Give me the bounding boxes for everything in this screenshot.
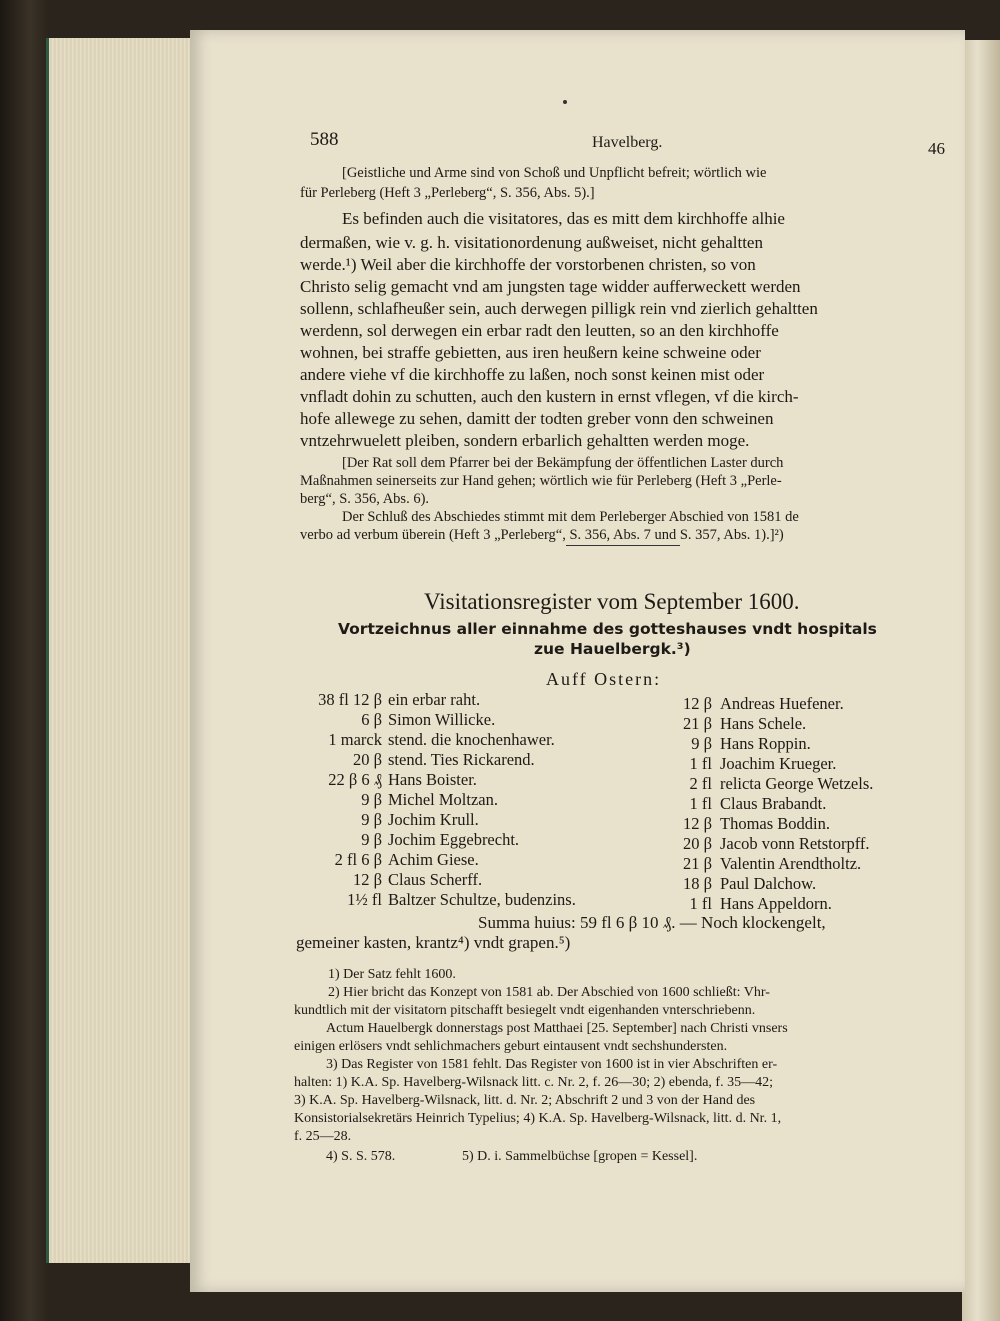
register-amount: 2 fl 6 β: [334, 850, 382, 869]
summa-line: gemeiner kasten, krantz⁴) vndt grapen.⁵): [296, 933, 571, 952]
body-line: berg“, S. 356, Abs. 6).: [300, 491, 430, 507]
body-line: dermaßen, wie v. g. h. visitationordenung außweiset, nicht gehaltten: [300, 233, 763, 252]
body-line: für Perleberg (Heft 3 „Perleberg“, S. 356, Abs. 5).]: [300, 185, 595, 201]
register-amount: 21 β: [682, 854, 712, 873]
section-divider: [566, 545, 680, 546]
register-name: stend. Ties Rickarend.: [388, 750, 535, 769]
footnote-line: Actum Hauelbergk donnerstags post Matthaei [25. September] nach Christi vnsers: [326, 1021, 788, 1036]
register-name: Valentin Arendtholtz.: [720, 854, 862, 873]
register-name: Hans Appeldorn.: [720, 894, 832, 913]
register-amount: 9 β: [361, 790, 382, 809]
body-line: hofe allewege zu sehen, damitt der todten greber vonn den schweinen: [300, 409, 774, 428]
footnote-line: 3) K.A. Sp. Havelberg-Wilsnack, litt. d. Nr. 2; Abschrift 2 und 3 von der Hand des: [294, 1093, 756, 1108]
register-amount: 21 β: [682, 714, 712, 733]
register-name: Claus Scherff.: [388, 870, 483, 889]
next-page-edge: [962, 40, 1000, 1321]
register-name: Michel Moltzan.: [388, 790, 498, 809]
register-amount: 9 β: [361, 830, 382, 849]
register-amount: 2 fl: [689, 774, 712, 793]
book-spine: [0, 0, 50, 1321]
body-line: werdenn, sol derwegen ein erbar radt den leutten, so an den kirchhoffe: [300, 321, 779, 340]
register-amount: 38 fl 12 β: [318, 690, 382, 709]
body-line: vnfladt dohin zu schutten, auch den kustern in ernst vflegen, vf die kirch-: [300, 387, 799, 406]
register-amount: 1½ fl: [347, 890, 382, 909]
register-name: Baltzer Schultze, budenzins.: [388, 890, 576, 909]
footnote-line: f. 25—28.: [294, 1129, 352, 1144]
register-amount: 20 β: [682, 834, 712, 853]
register-name: Andreas Huefener.: [720, 694, 844, 713]
page-mark: [563, 100, 567, 104]
register-name: Joachim Krueger.: [720, 754, 837, 773]
register-name: Hans Schele.: [720, 714, 807, 733]
register-amount: 1 fl: [689, 754, 712, 773]
footnote-line: halten: 1) K.A. Sp. Havelberg-Wilsnack litt. c. Nr. 2, f. 26—30; 2) ebenda, f. 35—42;: [294, 1075, 773, 1090]
body-line: [Geistliche und Arme sind von Schoß und Unpflicht befreit; wörtlich wie: [342, 165, 767, 181]
register-amount: 9 β: [691, 734, 712, 753]
register-name: Simon Willicke.: [388, 710, 496, 729]
register-amount: 9 β: [361, 810, 382, 829]
register-name: Claus Brabandt.: [720, 794, 827, 813]
body-line: verbo ad verbum überein (Heft 3 „Perleberg“, S. 356, Abs. 7 und S. 357, Abs. 1).]²): [300, 527, 784, 543]
footnote-line: 4) S. S. 578.: [326, 1149, 396, 1164]
footnote-line: kundtlich mit der visitatorn pitschafft besiegelt vndt eigenhanden vnterschriebenn.: [294, 1003, 756, 1018]
page-number: 588: [310, 129, 339, 150]
section-subtitle: zue Hauelbergk.³): [534, 640, 691, 658]
body-line: Maßnahmen seinerseits zur Hand gehen; wörtlich wie für Perleberg (Heft 3 „Perle-: [300, 473, 782, 489]
body-line: [Der Rat soll dem Pfarrer bei der Bekämpfung der öffentlichen Laster durch: [342, 455, 784, 471]
body-line: sollenn, schlafheußer sein, auch derwegen pilligk rein vnd zierlich gehaltten: [300, 299, 818, 318]
sheet-number: 46: [928, 139, 945, 158]
register-name: ein erbar raht.: [388, 690, 481, 709]
summa-line: Summa huius: 59 fl 6 β 10 ₰. — Noch klockengelt,: [478, 913, 826, 932]
footnote-line: 2) Hier bricht das Konzept von 1581 ab. Der Abschied von 1600 schließt: Vhr-: [328, 985, 770, 1000]
register-name: Jacob vonn Retstorpff.: [720, 834, 870, 853]
body-line: vntzehrwuelett pleiben, sondern erbarlich gehaltten werden moge.: [300, 431, 750, 450]
register-amount: 12 β: [352, 870, 382, 889]
register-name: stend. die knochenhawer.: [388, 730, 555, 749]
register-amount: 12 β: [682, 694, 712, 713]
running-title: Havelberg.: [592, 134, 663, 151]
register-amount: 1 fl: [689, 794, 712, 813]
register-amount: 1 marck: [328, 730, 382, 749]
register-name: relicta George Wetzels.: [720, 774, 874, 793]
register-name: Paul Dalchow.: [720, 874, 817, 893]
register-name: Hans Boister.: [388, 770, 477, 789]
body-line: Der Schluß des Abschiedes stimmt mit dem Perleberger Abschied von 1581 de: [342, 509, 799, 525]
register-name: Hans Roppin.: [720, 734, 811, 753]
body-line: werde.¹) Weil aber die kirchhoffe der vorstorbenen christen, so von: [300, 255, 756, 274]
register-amount: 1 fl: [689, 894, 712, 913]
section-subtitle: Vortzeichnus aller einnahme des gotteshauses vndt hospitals: [338, 620, 877, 638]
page-edges: [46, 38, 199, 1263]
body-line: Christo selig gemacht vnd am jungsten tage widder aufferweckett werden: [300, 277, 801, 296]
footnote-line: 3) Das Register von 1581 fehlt. Das Register von 1600 ist in vier Abschriften er-: [326, 1057, 778, 1072]
register-name: Jochim Eggebrecht.: [388, 830, 520, 849]
register-amount: 12 β: [682, 814, 712, 833]
body-line: andere viehe vf die kirchhoffe zu laßen, noch sonst keinen mist oder: [300, 365, 765, 384]
footnote-line: einigen erlösers vndt sehlichmachers geburt eintausent vndt sechshundersten.: [294, 1039, 728, 1054]
footnote-line: 1) Der Satz fehlt 1600.: [328, 967, 456, 982]
register-amount: 18 β: [682, 874, 712, 893]
register-name: Jochim Krull.: [388, 810, 479, 829]
footnote-line: 5) D. i. Sammelbüchse [gropen = Kessel].: [462, 1149, 698, 1164]
register-amount: 20 β: [352, 750, 382, 769]
footnote-line: Konsistorialsekretärs Heinrich Typelius; 4) K.A. Sp. Havelberg-Wilsnack, litt. d. Nr. 1,: [294, 1111, 782, 1126]
body-line: wohnen, bei straffe gebietten, aus iren heußern keine schweine oder: [300, 343, 761, 362]
body-line: Es befinden auch die visitatores, das es mitt dem kirchhoffe alhie: [342, 209, 785, 228]
register-amount: 6 β: [361, 710, 382, 729]
register-name: Thomas Boddin.: [720, 814, 830, 833]
register-amount: 22 β 6 ₰: [328, 770, 382, 789]
section-title: Visitationsregister vom September 1600.: [424, 589, 800, 614]
register-heading: Auff Ostern:: [546, 669, 662, 689]
register-name: Achim Giese.: [388, 850, 479, 869]
